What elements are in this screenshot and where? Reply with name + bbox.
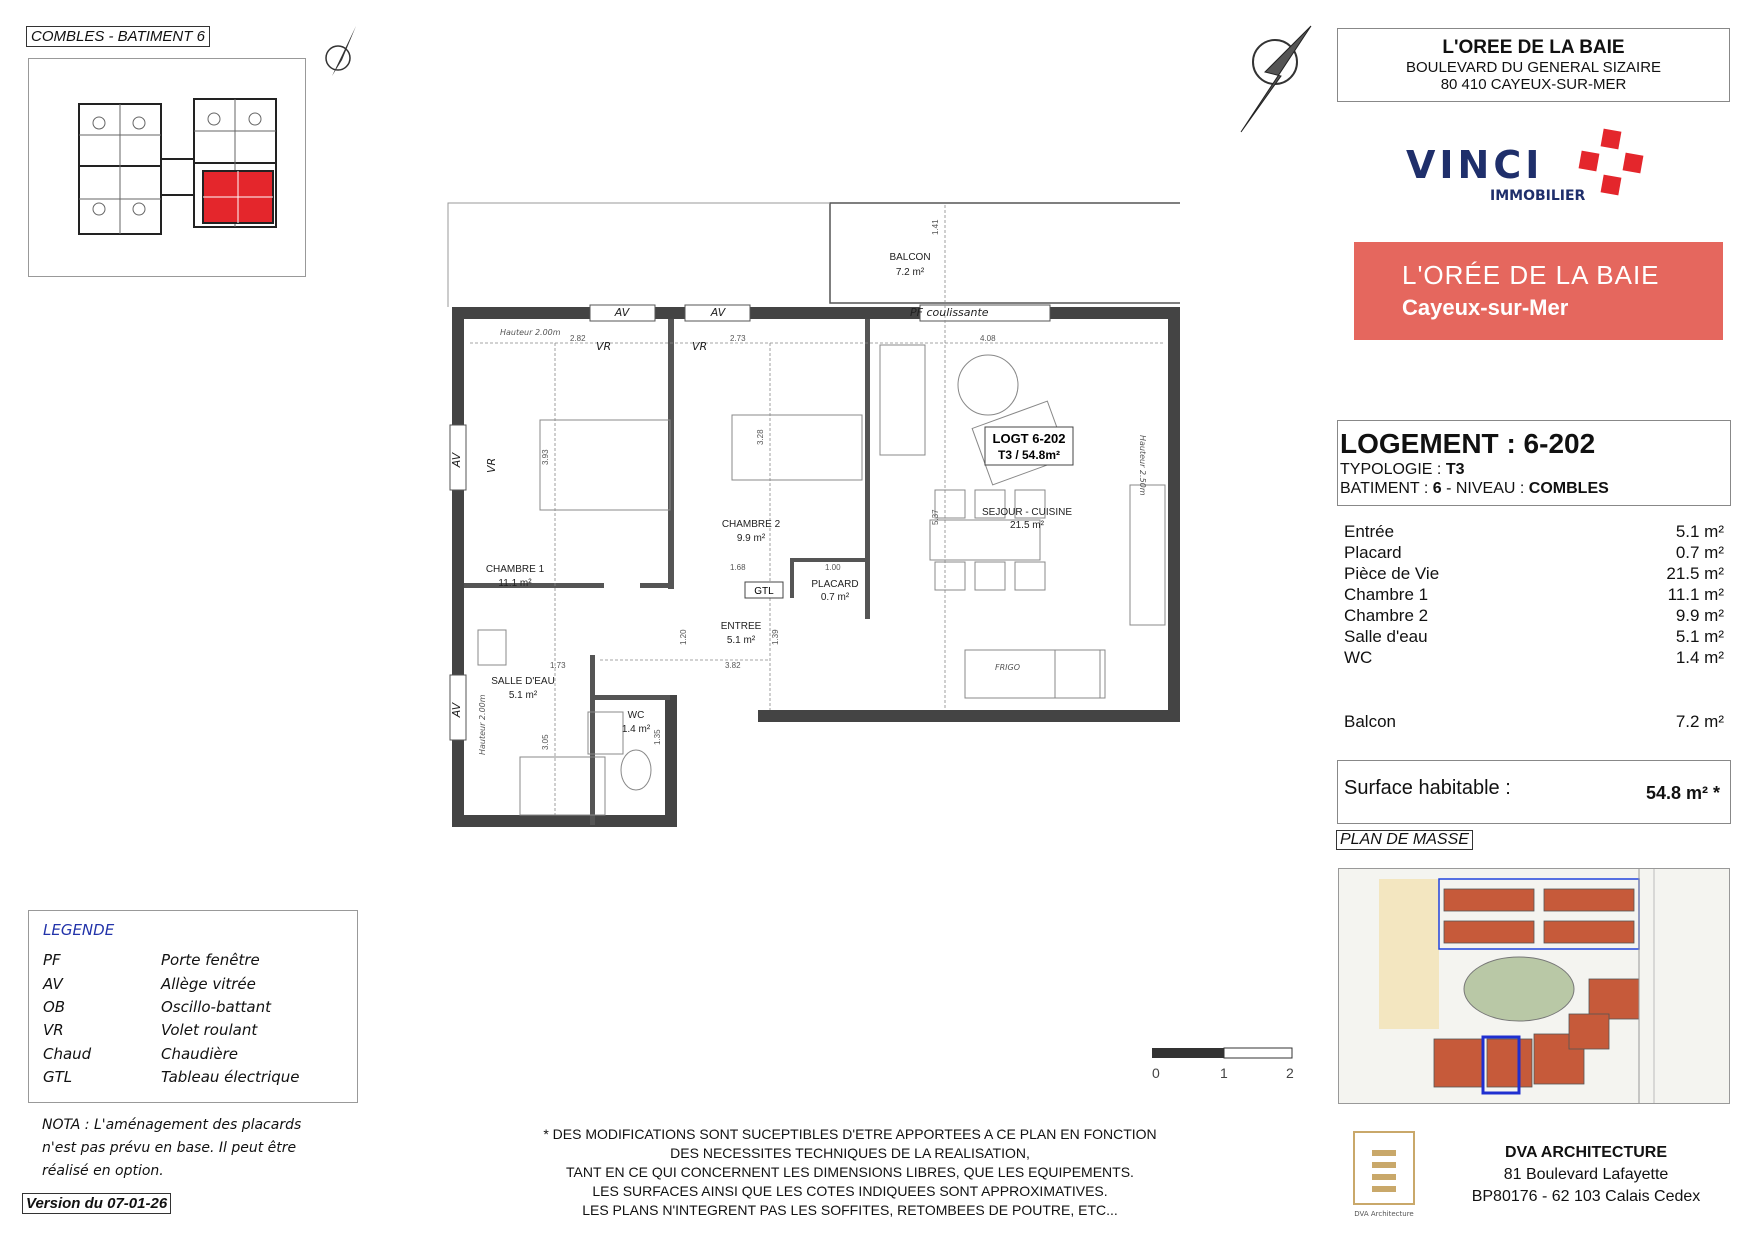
- logement-summary-box: [1337, 420, 1731, 506]
- dimension-label: 5.37: [931, 509, 940, 525]
- building-level-label: COMBLES - BATIMENT 6: [26, 26, 210, 47]
- legend-item: [43, 1045, 238, 1063]
- room-area: 5.1 m²: [1675, 522, 1724, 541]
- window-label-pf: PF coulissante: [910, 306, 989, 319]
- scale-tick: 0: [1152, 1065, 1160, 1081]
- logo-sub-text: IMMOBILIER: [1490, 188, 1586, 204]
- legend-key: Chaud: [43, 1045, 92, 1063]
- legend-value: Tableau électrique: [161, 1068, 300, 1086]
- room-name: Chambre 1: [1344, 585, 1429, 604]
- architect-address1: 81 Boulevard Lafayette: [1503, 1166, 1669, 1183]
- balcon-row: [1344, 712, 1724, 732]
- list-item: [1344, 543, 1724, 564]
- legend-item: [43, 951, 260, 969]
- niveau-value: COMBLES: [1528, 480, 1609, 497]
- window-label-av: AV: [710, 306, 726, 319]
- typologie-value: T3: [1445, 461, 1465, 478]
- north-arrow-icon: [318, 22, 368, 82]
- floor-plan: [440, 195, 1180, 835]
- plan-room-area: 21.5 m²: [1010, 520, 1044, 531]
- legend-item: [43, 1021, 257, 1039]
- dva-logo: [1352, 1130, 1416, 1220]
- surface-label: Surface habitable :: [1344, 777, 1511, 799]
- dimension-label: 1.73: [550, 661, 566, 670]
- notice-line: * DES MODIFICATIONS SONT SUCEPTIBLES D'ETRE APPORTEES A CE PLAN EN FONCTION: [543, 1126, 1157, 1142]
- window-label-av: AV: [614, 306, 630, 319]
- plan-room-name: SEJOUR - CUISINE: [981, 507, 1073, 518]
- logo-main-text: VINCI: [1406, 143, 1544, 187]
- legend-key: VR: [43, 1021, 64, 1039]
- gtl-label: GTL: [754, 586, 774, 597]
- window-label-vr: VR: [596, 340, 612, 353]
- legend-key: GTL: [43, 1068, 73, 1086]
- room-name: WC: [1344, 648, 1373, 667]
- banner-title: L'ORÉE DE LA BAIE: [1402, 260, 1660, 290]
- balcon-area: 7.2 m²: [1675, 712, 1724, 731]
- typologie-label: TYPOLOGIE :: [1340, 461, 1446, 478]
- ceiling-height-label: Hauteur 2.50m: [1138, 435, 1147, 496]
- legend-value: Volet roulant: [161, 1021, 258, 1039]
- window-label-vr: VR: [692, 340, 708, 353]
- architect-name: DVA ARCHITECTURE: [1504, 1144, 1668, 1161]
- plan-room-name: WC: [627, 710, 645, 721]
- plan-de-masse-label: PLAN DE MASSE: [1336, 830, 1473, 850]
- room-area: 1.4 m²: [1675, 648, 1724, 667]
- legend-box: [28, 910, 358, 1103]
- legend-value: Oscillo-battant: [161, 998, 272, 1016]
- banner-subtitle: Cayeux-sur-Mer: [1402, 295, 1569, 320]
- room-area-list: [1344, 522, 1724, 669]
- dimension-label: 1.39: [771, 629, 780, 645]
- list-item: [1344, 606, 1724, 627]
- project-banner: [1354, 242, 1723, 340]
- dimension-label: 1.00: [825, 563, 841, 572]
- plan-room-area: 5.1 m²: [726, 635, 756, 646]
- scale-tick: 2: [1286, 1065, 1294, 1081]
- list-item: [1344, 564, 1724, 585]
- dimension-label: 1.68: [730, 563, 746, 572]
- room-area: 21.5 m²: [1666, 564, 1724, 583]
- fridge-label: FRIGO: [995, 663, 1021, 672]
- legend-key: OB: [43, 998, 66, 1016]
- batiment-label: BATIMENT :: [1340, 480, 1433, 497]
- dimension-label: 1.41: [931, 219, 940, 235]
- dimension-label: 1.20: [679, 629, 688, 645]
- plan-room-name: CHAMBRE 2: [721, 519, 781, 530]
- dimension-label: 3.28: [756, 429, 765, 445]
- project-name: L'OREE DE LA BAIE: [1442, 37, 1625, 58]
- site-plan: [1338, 868, 1730, 1104]
- window-label-av: AV: [450, 702, 463, 718]
- notice-line: TANT EN CE QUI CONCERNENT LES DIMENSIONS LIBRES, QUE LES EQUIPEMENTS.: [566, 1164, 1134, 1180]
- project-title-box: [1337, 28, 1730, 102]
- dimension-label: 2.73: [730, 334, 746, 343]
- room-area: 5.1 m²: [1675, 627, 1724, 646]
- window-label-vr: VR: [485, 457, 498, 473]
- dimension-label: 3.93: [541, 449, 550, 465]
- key-plan: [28, 58, 306, 277]
- project-address-line1: BOULEVARD DU GENERAL SIZAIRE: [1405, 59, 1662, 76]
- room-area: 11.1 m²: [1667, 585, 1724, 604]
- architect-info: [1436, 1142, 1736, 1208]
- list-item: [1344, 522, 1724, 543]
- ceiling-height-label: Hauteur 2.00m: [500, 328, 561, 337]
- scale-bar: [1150, 1046, 1295, 1096]
- typologie-line: [1340, 460, 1730, 479]
- notice-line: LES PLANS N'INTEGRENT PAS LES SOFFITES, RETOMBEES DE POUTRE, ETC...: [582, 1202, 1118, 1218]
- architect-address2: BP80176 - 62 103 Calais Cedex: [1471, 1188, 1701, 1205]
- legend-item: [43, 975, 256, 993]
- north-arrow-large-icon: [1235, 24, 1315, 134]
- room-name: Entrée: [1344, 522, 1395, 541]
- plan-room-area: 0.7 m²: [820, 592, 850, 603]
- logt-sublabel: T3 / 54.8m²: [997, 448, 1061, 462]
- legend-key: AV: [43, 975, 63, 993]
- room-area: 9.9 m²: [1675, 606, 1724, 625]
- list-item: [1344, 627, 1724, 648]
- notice-line: LES SURFACES AINSI QUE LES COTES INDIQUEES SONT APPROXIMATIVES.: [592, 1183, 1108, 1199]
- plan-room-name: ENTREE: [720, 621, 762, 632]
- legend-value: Chaudière: [161, 1045, 238, 1063]
- plan-room-name: CHAMBRE 1: [485, 564, 545, 575]
- dimension-label: 3.05: [541, 734, 550, 750]
- logt-label: LOGT 6-202: [992, 431, 1066, 446]
- dimension-label: 3.82: [725, 661, 741, 670]
- ceiling-height-label: Hauteur 2.00m: [478, 694, 487, 755]
- scale-tick: 1: [1220, 1065, 1228, 1081]
- dimension-label: 2.82: [570, 334, 586, 343]
- surface-habitable-box: [1337, 760, 1731, 824]
- project-address-line2: 80 410 CAYEUX-SUR-MER: [1440, 76, 1627, 93]
- balcon-name: Balcon: [1344, 712, 1396, 731]
- window-label-av: AV: [450, 452, 463, 468]
- room-name: Pièce de Vie: [1344, 564, 1440, 583]
- legend-item: [43, 998, 271, 1016]
- dimension-label: 4.08: [980, 334, 996, 343]
- dimension-label: 1.35: [653, 729, 662, 745]
- batiment-line: [1340, 479, 1730, 498]
- niveau-label: - NIVEAU :: [1441, 480, 1529, 497]
- plan-room-area: 11.1 m²: [498, 578, 532, 589]
- surface-value: 54.8 m² *: [1645, 783, 1720, 803]
- plan-room-area: 1.4 m²: [621, 724, 651, 735]
- logement-title: LOGEMENT : 6-202: [1340, 428, 1596, 459]
- legend-value: Porte fenêtre: [161, 951, 260, 969]
- plan-room-area: 5.1 m²: [508, 690, 538, 701]
- list-item: [1344, 648, 1724, 669]
- disclaimer-notice: [440, 1125, 1260, 1220]
- legend-key: PF: [43, 951, 61, 969]
- room-name: Placard: [1344, 543, 1402, 562]
- plan-room-name: PLACARD: [811, 579, 859, 590]
- vinci-immobilier-logo: [1402, 128, 1662, 206]
- room-area: 0.7 m²: [1675, 543, 1724, 562]
- nota-text: NOTA : L'aménagement des placards n'est pas prévu en base. Il peut être réalisé en option.: [42, 1117, 302, 1179]
- legend-title: LEGENDE: [43, 921, 115, 939]
- batiment-value: 6: [1432, 480, 1442, 497]
- plan-room-name: SALLE D'EAU: [491, 676, 555, 687]
- room-name: Salle d'eau: [1344, 627, 1428, 646]
- plan-room-area: 9.9 m²: [736, 533, 766, 544]
- plan-room-area: 7.2 m²: [895, 267, 925, 278]
- notice-line: DES NECESSITES TECHNIQUES DE LA REALISATION,: [670, 1145, 1030, 1161]
- plan-room-name: BALCON: [889, 252, 931, 263]
- room-name: Chambre 2: [1344, 606, 1429, 625]
- list-item: [1344, 585, 1724, 606]
- legend-item: [43, 1068, 300, 1086]
- version-label: Version du 07-01-26: [22, 1193, 171, 1214]
- legend-value: Allège vitrée: [161, 975, 256, 993]
- dva-logo-caption: DVA Architecture: [1354, 1210, 1414, 1218]
